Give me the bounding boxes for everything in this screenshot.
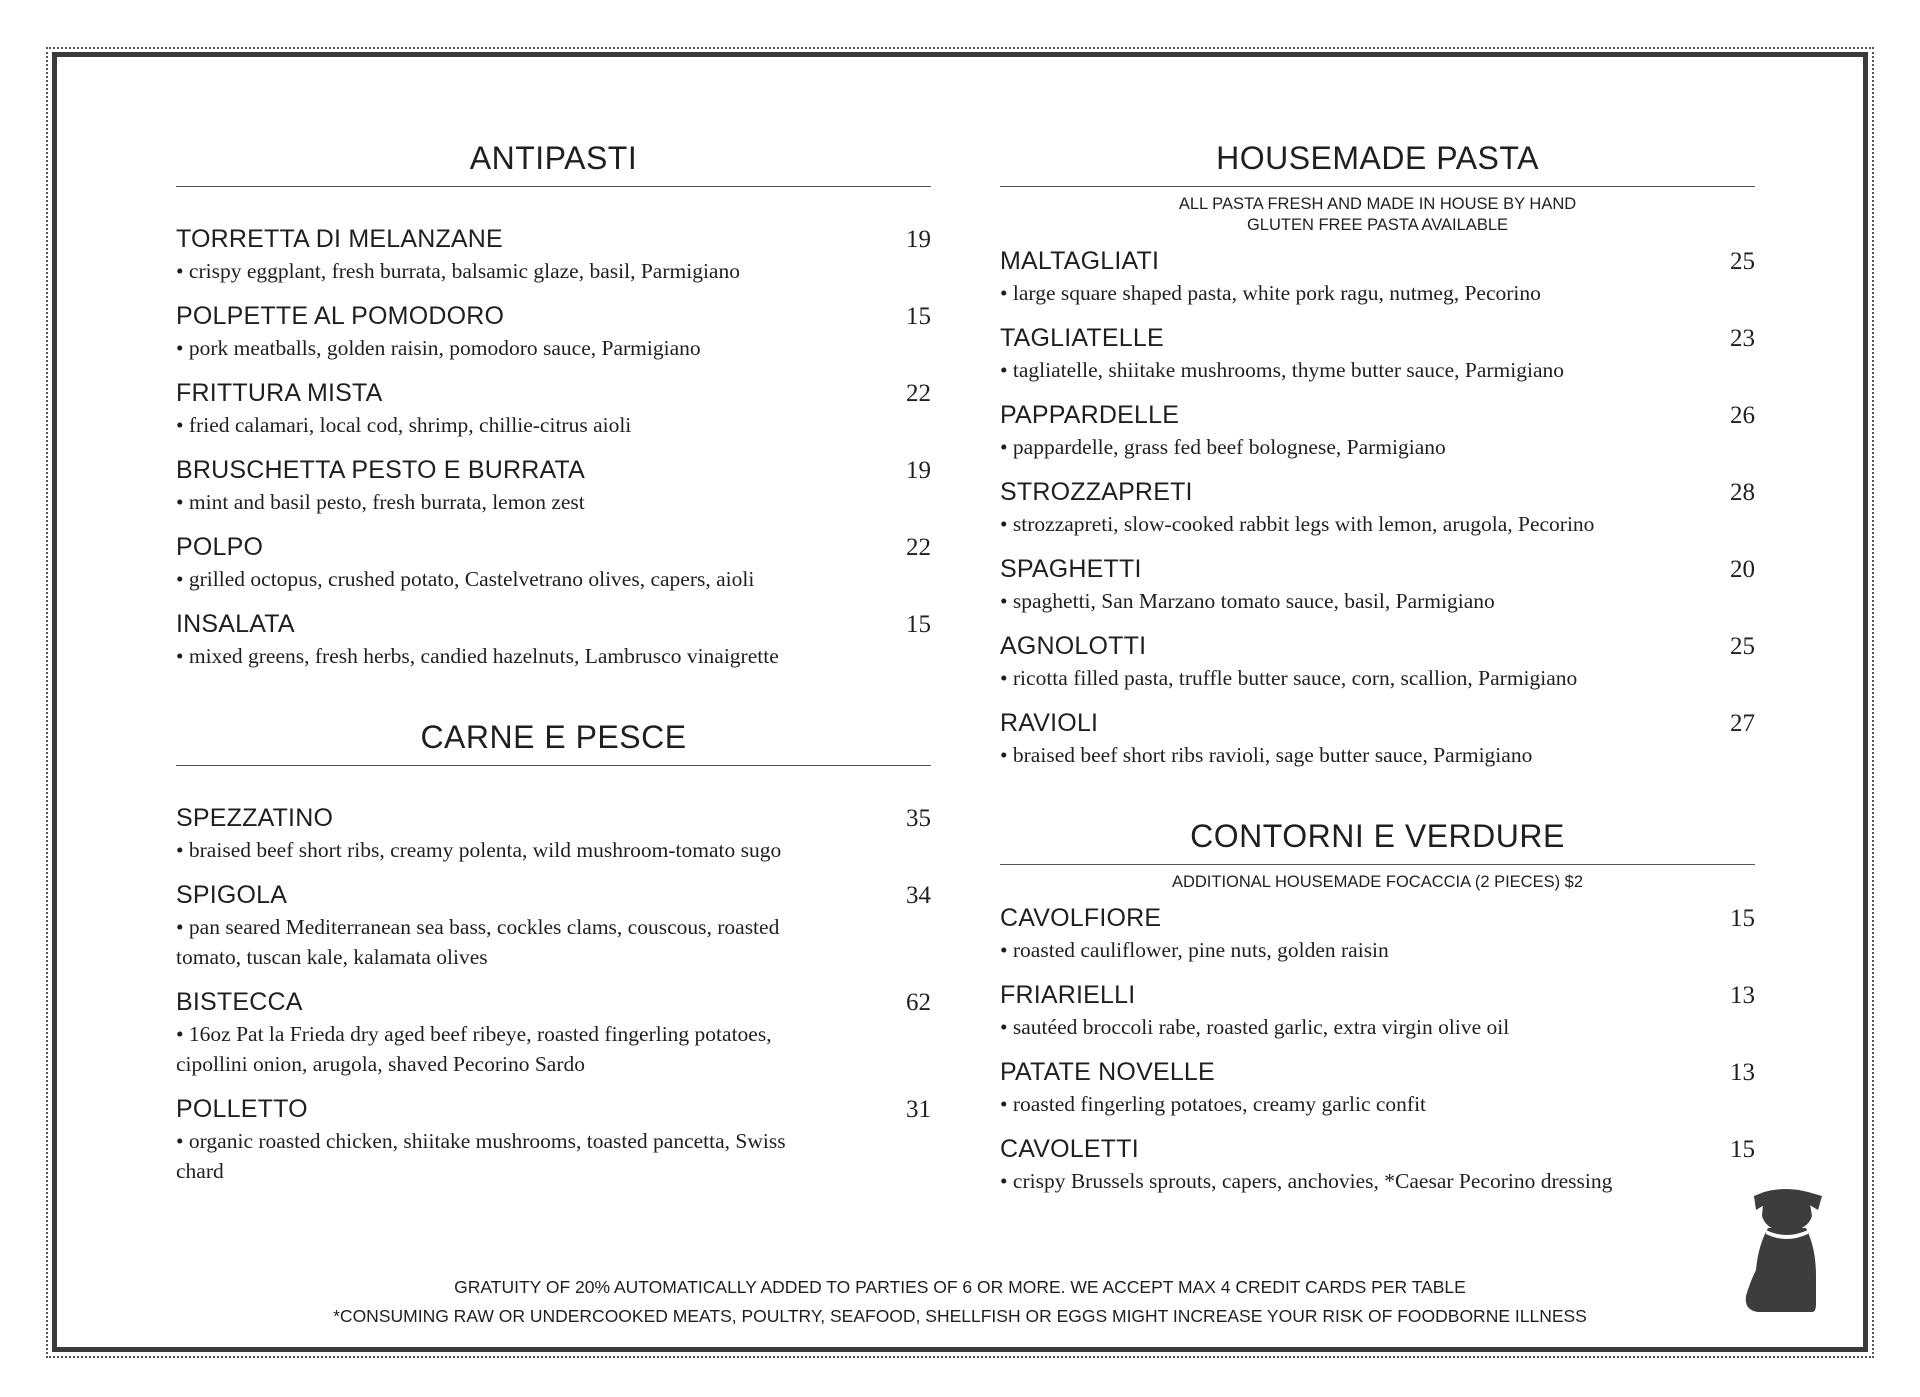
menu-items (176, 802, 931, 1186)
item-price: 13 (1730, 1059, 1755, 1086)
item-description: • pappardelle, grass fed beef bolognese, Parmigiano (1000, 435, 1446, 459)
item-description: • strozzapreti, slow-cooked rabbit legs with lemon, arugola, Pecorino (1000, 512, 1595, 536)
food-safety-notice: *CONSUMING RAW OR UNDERCOOKED MEATS, POULTRY, SEAFOOD, SHELLFISH OR EGGS MIGHT INCREASE YOUR RISK OF FOODBORNE ILLNESS (333, 1306, 1587, 1326)
item-description: • roasted fingerling potatoes, creamy garlic confit (1000, 1092, 1427, 1116)
item-name: TORRETTA DI MELANZANE (176, 225, 503, 253)
item-name: RAVIOLI (1000, 709, 1099, 737)
item-price: 31 (906, 1096, 931, 1123)
item-price: 26 (1730, 402, 1755, 429)
item-name: FRITTURA MISTA (176, 379, 383, 407)
item-description: • grilled octopus, crushed potato, Castelvetrano olives, capers, aioli (176, 567, 755, 591)
item-price: 22 (906, 380, 931, 407)
menu-items (1000, 245, 1755, 770)
item-name: SPAGHETTI (1000, 555, 1142, 583)
item-description: • tagliatelle, shiitake mushrooms, thyme butter sauce, Parmigiano (1000, 358, 1565, 382)
item-price: 34 (906, 882, 931, 909)
right-column (1000, 138, 1755, 1210)
item-description: • sautéed broccoli rabe, roasted garlic, extra virgin olive oil (1000, 1015, 1510, 1039)
item-name: BRUSCHETTA PESTO E BURRATA (176, 456, 585, 484)
menu-item (1000, 399, 1755, 462)
menu-item (176, 608, 931, 671)
menu-item (176, 1093, 931, 1186)
item-price: 13 (1730, 982, 1755, 1009)
item-name: MALTAGLIATI (1000, 247, 1160, 275)
menu-item (176, 377, 931, 440)
item-name: CAVOLFIORE (1000, 904, 1162, 932)
item-price: 22 (906, 534, 931, 561)
section-carne-e-pesce (176, 717, 931, 1186)
menu-item (1000, 979, 1755, 1042)
menu-item (1000, 245, 1755, 308)
menu-item (176, 300, 931, 363)
item-description: • 16oz Pat la Frieda dry aged beef ribeye, roasted fingerling potatoes, cipollini onion, arugola, shaved Pecorino Sardo (176, 1022, 772, 1076)
dog-icon (1742, 1186, 1832, 1316)
left-column (176, 138, 931, 1200)
item-description: • braised beef short ribs ravioli, sage butter sauce, Parmigiano (1000, 743, 1533, 767)
section-title: CONTORNI E VERDURE (1000, 816, 1755, 865)
section-note (1000, 872, 1755, 893)
item-description: • pork meatballs, golden raisin, pomodoro sauce, Parmigiano (176, 336, 701, 360)
gratuity-notice: GRATUITY OF 20% AUTOMATICALLY ADDED TO PARTIES OF 6 OR MORE. WE ACCEPT MAX 4 CREDIT CARDS PER TABLE (454, 1277, 1466, 1297)
item-price: 15 (1730, 1136, 1755, 1163)
item-description: • large square shaped pasta, white pork ragu, nutmeg, Pecorino (1000, 281, 1541, 305)
item-price: 19 (906, 226, 931, 253)
item-name: POLPETTE AL POMODORO (176, 302, 505, 330)
item-price: 27 (1730, 710, 1755, 737)
item-description: • pan seared Mediterranean sea bass, cockles clams, couscous, roasted tomato, tuscan kale, kalamata olives (176, 915, 780, 969)
item-price: 25 (1730, 633, 1755, 660)
menu-item (176, 531, 931, 594)
item-price: 23 (1730, 325, 1755, 352)
item-name: SPIGOLA (176, 881, 288, 909)
menu-items (1000, 902, 1755, 1196)
item-name: SPEZZATINO (176, 804, 334, 832)
item-price: 20 (1730, 556, 1755, 583)
item-name: TAGLIATELLE (1000, 324, 1164, 352)
menu-items (176, 223, 931, 671)
item-price: 35 (906, 805, 931, 832)
item-description: • organic roasted chicken, shiitake mushrooms, toasted pancetta, Swiss chard (176, 1129, 786, 1183)
menu-item (1000, 553, 1755, 616)
menu-item (176, 454, 931, 517)
footer-notice (0, 1273, 1920, 1331)
section-title: CARNE E PESCE (176, 717, 931, 766)
item-price: 19 (906, 457, 931, 484)
menu-item (176, 879, 931, 972)
menu-item (1000, 1133, 1755, 1196)
item-price: 15 (906, 611, 931, 638)
item-description: • roasted cauliflower, pine nuts, golden raisin (1000, 938, 1389, 962)
item-price: 25 (1730, 248, 1755, 275)
menu-item (176, 802, 931, 865)
item-description: • fried calamari, local cod, shrimp, chillie-citrus aioli (176, 413, 632, 437)
item-name: POLLETTO (176, 1095, 308, 1123)
section-contorni-e-verdure (1000, 816, 1755, 1196)
item-description: • braised beef short ribs, creamy polenta, wild mushroom-tomato sugo (176, 838, 782, 862)
item-price: 15 (906, 303, 931, 330)
item-name: FRIARIELLI (1000, 981, 1136, 1009)
menu-item (176, 986, 931, 1079)
item-description: • spaghetti, San Marzano tomato sauce, basil, Parmigiano (1000, 589, 1495, 613)
section-title: ANTIPASTI (176, 138, 931, 187)
item-description: • mint and basil pesto, fresh burrata, lemon zest (176, 490, 585, 514)
item-price: 15 (1730, 905, 1755, 932)
note-line: GLUTEN FREE PASTA AVAILABLE (1246, 216, 1509, 234)
item-name: BISTECCA (176, 988, 303, 1016)
item-name: AGNOLOTTI (1000, 632, 1147, 660)
note-line: ALL PASTA FRESH AND MADE IN HOUSE BY HAND (1178, 195, 1577, 213)
menu-item (1000, 322, 1755, 385)
menu-item (1000, 902, 1755, 965)
item-description: • crispy Brussels sprouts, capers, anchovies, *Caesar Pecorino dressing (1000, 1169, 1613, 1193)
item-name: PAPPARDELLE (1000, 401, 1180, 429)
note-line: ADDITIONAL HOUSEMADE FOCACCIA (2 PIECES) $2 (1171, 873, 1584, 891)
section-note (1000, 194, 1755, 236)
menu-item (1000, 630, 1755, 693)
menu-item (1000, 476, 1755, 539)
menu-item (176, 223, 931, 286)
item-name: STROZZAPRETI (1000, 478, 1193, 506)
section-title: HOUSEMADE PASTA (1000, 138, 1755, 187)
menu-item (1000, 707, 1755, 770)
menu-item (1000, 1056, 1755, 1119)
section-antipasti (176, 138, 931, 671)
item-name: POLPO (176, 533, 264, 561)
item-description: • crispy eggplant, fresh burrata, balsamic glaze, basil, Parmigiano (176, 259, 740, 283)
item-description: • ricotta filled pasta, truffle butter sauce, corn, scallion, Parmigiano (1000, 666, 1578, 690)
item-price: 28 (1730, 479, 1755, 506)
item-name: CAVOLETTI (1000, 1135, 1139, 1163)
item-price: 62 (906, 989, 931, 1016)
item-name: PATATE NOVELLE (1000, 1058, 1215, 1086)
item-description: • mixed greens, fresh herbs, candied hazelnuts, Lambrusco vinaigrette (176, 644, 779, 668)
section-housemade-pasta (1000, 138, 1755, 770)
item-name: INSALATA (176, 610, 295, 638)
